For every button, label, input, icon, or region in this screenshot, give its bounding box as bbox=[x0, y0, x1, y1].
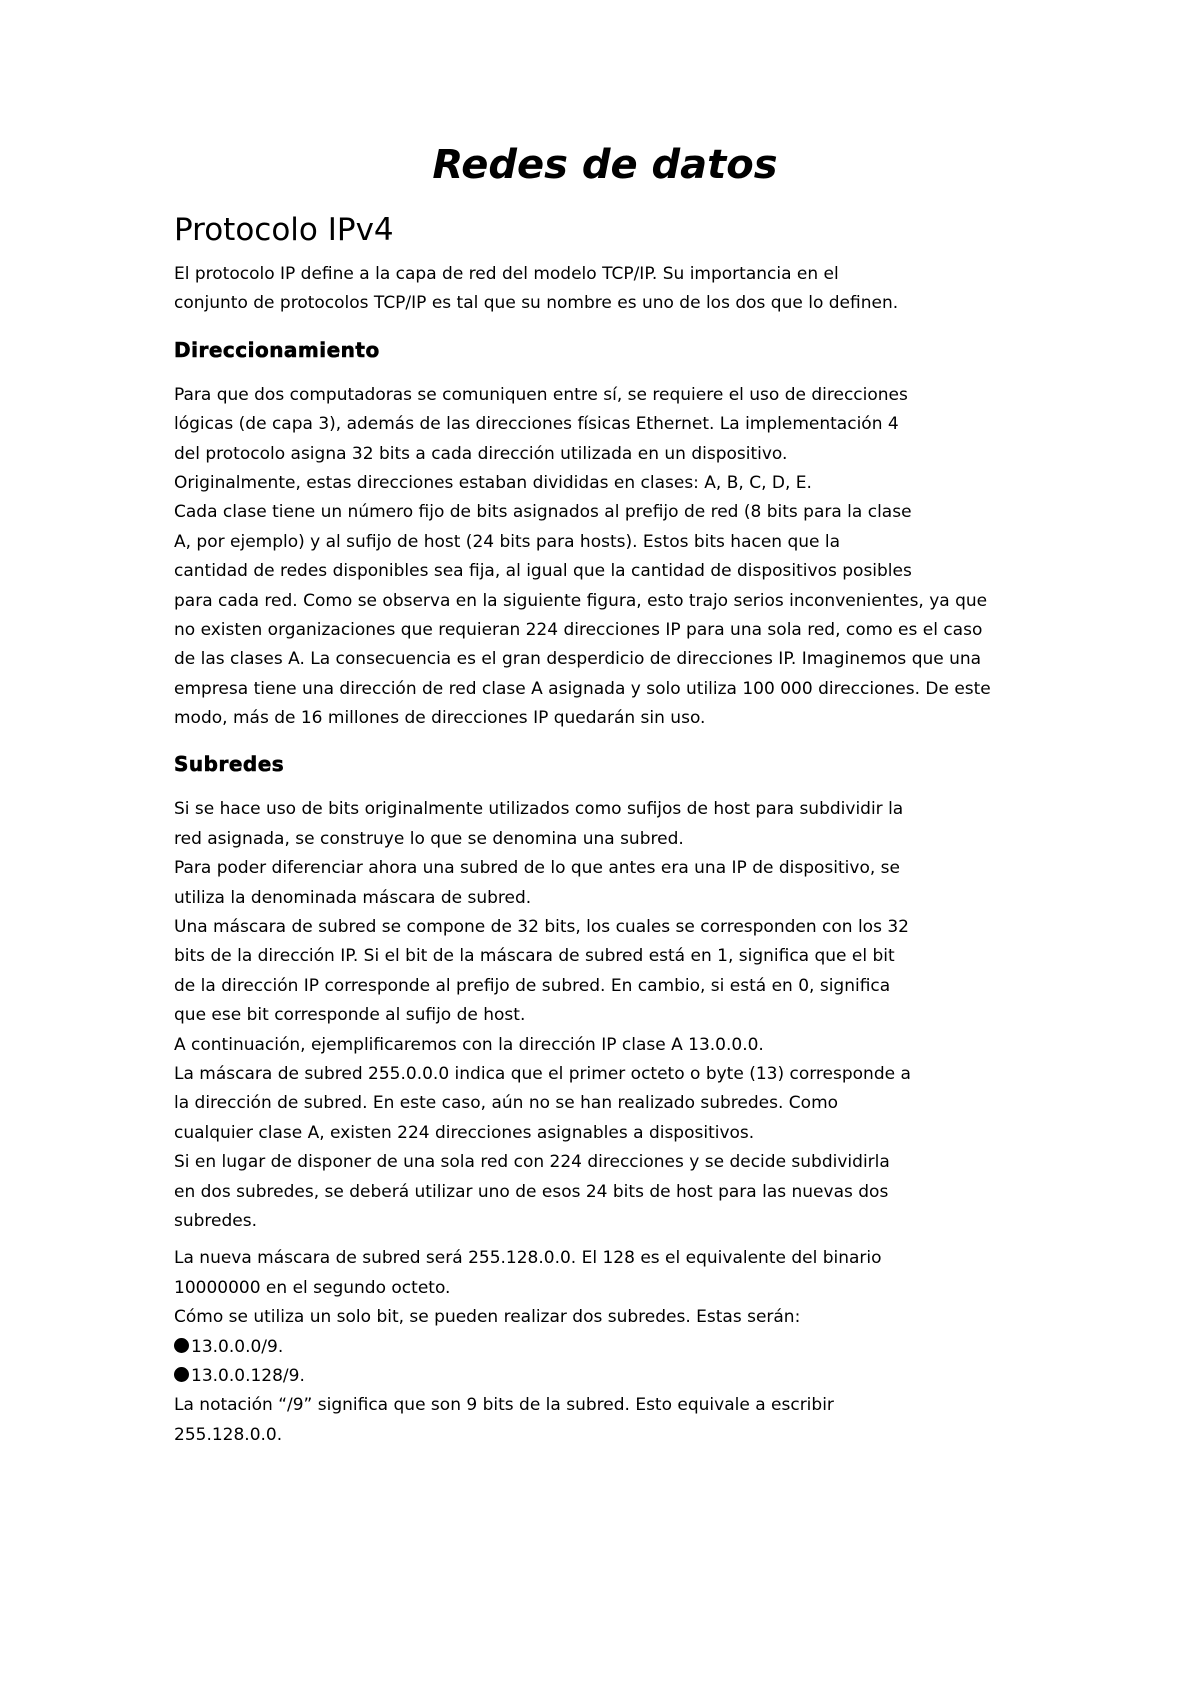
subredes-paragraph bbox=[174, 795, 1054, 1236]
document-body bbox=[174, 206, 1054, 1450]
section-title: Protocolo IPv4 bbox=[174, 212, 394, 248]
text-line: Cómo se utiliza un solo bit, se pueden realizar dos subredes. Estas serán: bbox=[174, 1307, 801, 1328]
text-line: no existen organizaciones que requieran 224 direcciones IP para una sola red, como es el caso bbox=[174, 619, 983, 640]
subnet-list bbox=[174, 1333, 1054, 1392]
list-item-text: 13.0.0.0/9. bbox=[191, 1336, 284, 1357]
list-item-text: 13.0.0.128/9. bbox=[191, 1365, 305, 1386]
text-line: subredes. bbox=[174, 1210, 258, 1231]
text-line: La máscara de subred 255.0.0.0 indica que el primer octeto o byte (13) corresponde a bbox=[174, 1063, 911, 1084]
text-line: cantidad de redes disponibles sea fija, al igual que la cantidad de dispositivos posibles bbox=[174, 561, 912, 582]
list-item bbox=[174, 1333, 1054, 1362]
text-line: La notación “/9” significa que son 9 bits de la subred. Esto equivale a escribir bbox=[174, 1395, 834, 1416]
heading-subredes: Subredes bbox=[174, 752, 285, 777]
direccionamiento-paragraph bbox=[174, 381, 1054, 734]
text-line: que ese bit corresponde al sufijo de host. bbox=[174, 1005, 526, 1026]
bullet-icon bbox=[174, 1367, 189, 1382]
closing-paragraph bbox=[174, 1391, 1054, 1450]
text-line: Cada clase tiene un número fijo de bits asignados al prefijo de red (8 bits para la clase bbox=[174, 502, 912, 523]
text-line: de las clases A. La consecuencia es el gran desperdicio de direcciones IP. Imaginemos que una bbox=[174, 649, 982, 670]
text-line: A, por ejemplo) y al sufijo de host (24 bits para hosts). Estos bits hacen que la bbox=[174, 531, 841, 552]
text-line: 10000000 en el segundo octeto. bbox=[174, 1277, 451, 1298]
text-line: la dirección de subred. En este caso, aún no se han realizado subredes. Como bbox=[174, 1093, 839, 1114]
text-line: en dos subredes, se deberá utilizar uno de esos 24 bits de host para las nuevas dos bbox=[174, 1181, 889, 1202]
text-line: del protocolo asigna 32 bits a cada dirección utilizada en un dispositivo. bbox=[174, 443, 788, 464]
text-line: Para que dos computadoras se comuniquen entre sí, se requiere el uso de direcciones bbox=[174, 384, 908, 405]
text-line: bits de la dirección IP. Si el bit de la máscara de subred está en 1, significa que el bit bbox=[174, 946, 895, 967]
intro-paragraph bbox=[174, 260, 1054, 319]
text-line: de la dirección IP corresponde al prefijo de subred. En cambio, si está en 0, significa bbox=[174, 975, 891, 996]
document-title: Redes de datos bbox=[432, 142, 778, 188]
text-line: cualquier clase A, existen 224 direcciones asignables a dispositivos. bbox=[174, 1122, 755, 1143]
text-line: 255.128.0.0. bbox=[174, 1424, 283, 1445]
subredes-mask-paragraph bbox=[174, 1244, 1054, 1332]
text-line: modo, más de 16 millones de direcciones IP quedarán sin uso. bbox=[174, 708, 706, 729]
text-line: Originalmente, estas direcciones estaban divididas en clases: A, B, C, D, E. bbox=[174, 472, 812, 493]
text-line: La nueva máscara de subred será 255.128.0.0. El 128 es el equivalente del binario bbox=[174, 1248, 882, 1269]
text-line: conjunto de protocolos TCP/IP es tal que su nombre es uno de los dos que lo definen. bbox=[174, 293, 899, 314]
heading-direccionamiento: Direccionamiento bbox=[174, 337, 380, 362]
text-line: red asignada, se construye lo que se denomina una subred. bbox=[174, 828, 684, 849]
list-item bbox=[174, 1362, 1054, 1391]
text-line: A continuación, ejemplificaremos con la dirección IP clase A 13.0.0.0. bbox=[174, 1034, 764, 1055]
text-line: Para poder diferenciar ahora una subred de lo que antes era una IP de dispositivo, se bbox=[174, 858, 900, 879]
text-line: utiliza la denominada máscara de subred. bbox=[174, 887, 532, 908]
text-line: lógicas (de capa 3), además de las direcciones físicas Ethernet. La implementación 4 bbox=[174, 414, 899, 435]
text-line: El protocolo IP define a la capa de red del modelo TCP/IP. Su importancia en el bbox=[174, 264, 839, 284]
bullet-icon bbox=[174, 1338, 189, 1353]
text-line: Una máscara de subred se compone de 32 bits, los cuales se corresponden con los 32 bbox=[174, 917, 909, 938]
text-line: Si se hace uso de bits originalmente utilizados como sufijos de host para subdividir la bbox=[174, 799, 904, 820]
text-line: Si en lugar de disponer de una sola red con 224 direcciones y se decide subdividirla bbox=[174, 1152, 890, 1173]
text-line: para cada red. Como se observa en la siguiente figura, esto trajo serios inconvenientes, ya que bbox=[174, 590, 988, 611]
text-line: empresa tiene una dirección de red clase A asignada y solo utiliza 100 000 direcciones. De este bbox=[174, 678, 991, 699]
